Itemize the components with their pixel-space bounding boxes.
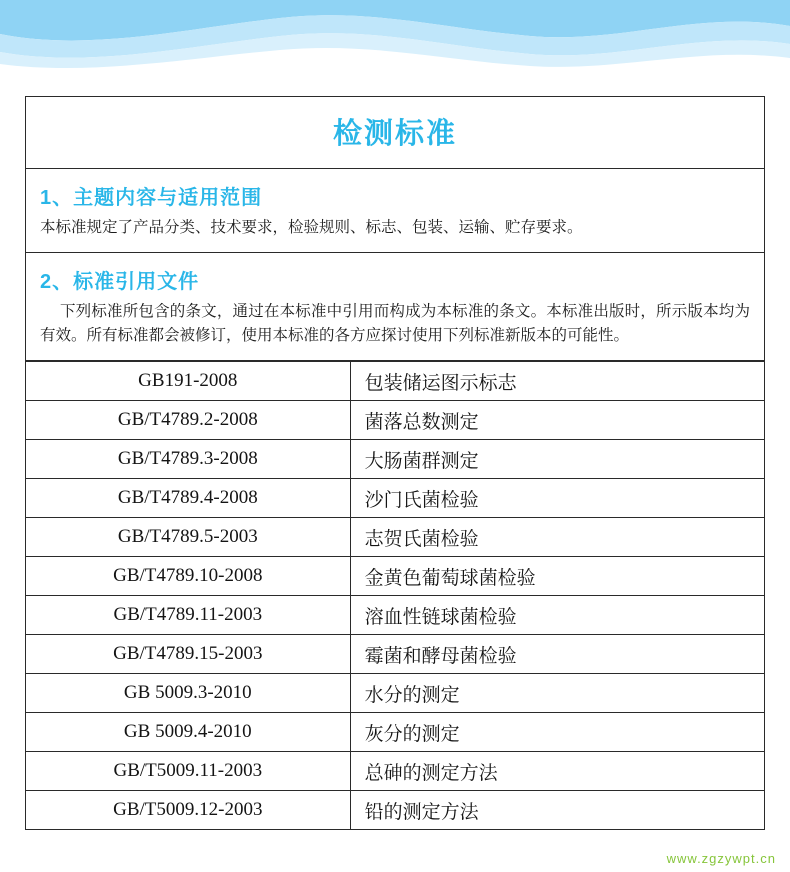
section-references [26,253,764,361]
standard-name-cell: 溶血性链球菌检验 [350,596,764,635]
page-title: 检测标准 [332,118,457,150]
section-scope-heading: 1、主题内容与适用范围 [40,187,263,209]
standard-name-cell: 志贺氏菌检验 [350,518,764,557]
standards-table [26,362,764,829]
decorative-wave-banner [0,0,790,72]
table-row [26,362,764,401]
standard-name-cell: 金黄色葡萄球菌检验 [350,557,764,596]
standard-name-cell: 霉菌和酵母菌检验 [350,635,764,674]
table-row [26,635,764,674]
standard-code-cell: GB/T4789.15-2003 [26,635,350,674]
standard-code-cell: GB 5009.4-2010 [26,713,350,752]
section-scope [26,169,764,253]
standard-name-cell: 铅的测定方法 [364,801,479,823]
standard-name-cell: 总砷的测定方法 [350,752,764,791]
table-row [26,557,764,596]
standard-name-cell: 水分的测定 [350,674,764,713]
table-row [26,791,764,830]
standard-code-cell: GB191-2008 [26,362,350,401]
section-scope-body: 本标准规定了产品分类、技术要求，检验规则、标志、包装、运输、贮存要求。 [40,219,583,236]
standards-table-wrapper [26,361,764,829]
standard-code-cell: GB/T4789.2-2008 [26,401,350,440]
section-references-heading: 2、标准引用文件 [40,271,200,294]
section-references-body: 下列标准所包含的条文，通过在本标准中引用而构成为本标准的条文。本标准出版时，所示版本均为有效。所有标准都会被修订，使用本标准的各方应探讨使用下列标准新版本的可能性。 [40,303,750,345]
standard-code-cell: GB/T4789.10-2008 [26,557,350,596]
standard-name-cell: 大肠菌群测定 [350,440,764,479]
standard-code-cell: GB/T5009.12-2003 [26,791,350,830]
table-row [26,518,764,557]
table-row [26,674,764,713]
standard-code-cell: GB/T4789.11-2003 [26,596,350,635]
table-row [26,440,764,479]
table-row [26,713,764,752]
table-row [26,401,764,440]
table-row [26,596,764,635]
site-watermark: www.zgzywpt.cn [666,851,776,866]
standard-code-cell: GB 5009.3-2010 [26,674,350,713]
table-row [26,479,764,518]
standard-code-cell: GB/T4789.3-2008 [26,440,350,479]
standard-name-cell: 包装储运图示标志 [350,362,764,401]
document-title-row [26,97,764,169]
standard-code-cell: GB/T4789.5-2003 [26,518,350,557]
standard-name-cell: 灰分的测定 [350,713,764,752]
standards-document-card [25,96,765,830]
standard-code-cell: GB/T4789.4-2008 [26,479,350,518]
table-row [26,752,764,791]
standard-code-cell: GB/T5009.11-2003 [26,752,350,791]
standard-name-cell: 沙门氏菌检验 [350,479,764,518]
standard-name-cell: 菌落总数测定 [350,401,764,440]
